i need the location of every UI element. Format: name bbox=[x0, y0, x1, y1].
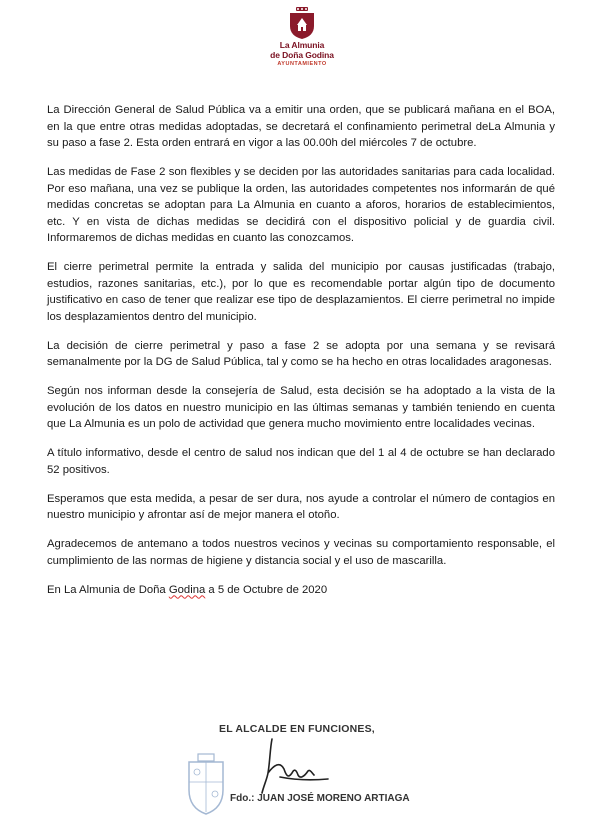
paragraph: Esperamos que esta medida, a pesar de ser dura, nos ayude a controlar el número de contagios en nuestro municipio y afrontar así de mejor manera el otoño. bbox=[47, 492, 555, 521]
dateline-start: En La Almunia de Doña bbox=[47, 583, 169, 596]
signatory-name: Fdo.: JUAN JOSÉ MORENO ARTIAGA bbox=[230, 793, 410, 804]
dateline bbox=[47, 582, 555, 599]
municipal-logo bbox=[262, 6, 342, 67]
paragraph: Las medidas de Fase 2 son flexibles y se deciden por las autoridades sanitarias para cada localidad. Por eso mañana, una vez se publique la orden, las autoridades competentes nos informarán de qué medidas concretas se adoptan para La Almunia en cuanto a aforos, horarios de establecimientos, etc. Y en vista de dichas medidas se decidirá con el dispositivo policial y de guardia civil. Informaremos de dichas medidas en cuanto las conozcamos. bbox=[47, 166, 555, 244]
dateline-end: a 5 de Octubre de 2020 bbox=[205, 583, 328, 596]
paragraph: El cierre perimetral permite la entrada y salida del municipio por causas justificadas (trabajo, estudios, razones sanitarias, etc.), por lo que es recomendable portar algún tipo de documento justificativo en caso de tener que realizar ese tipo de desplazamientos. El cierre perimetral no impide los desplazamientos dentro del municipio. bbox=[47, 261, 555, 323]
coat-of-arms-icon bbox=[287, 6, 317, 40]
logo-title-line1: La Almunia bbox=[279, 40, 325, 50]
logo-subtitle: AYUNTAMIENTO bbox=[277, 61, 327, 67]
dateline-underlined-word: Godina bbox=[168, 583, 206, 596]
paragraph: Agradecemos de antemano a todos nuestros vecinos y vecinas su comportamiento responsable, el cumplimiento de las normas de higiene y distancia social y el uso de mascarilla. bbox=[47, 538, 555, 567]
signatory-title: EL ALCALDE EN FUNCIONES, bbox=[219, 723, 375, 735]
paragraph: La decisión de cierre perimetral y paso a fase 2 se adopta por una semana y se revisará semanalmente por la DG de Salud Pública, tal y como se ha hecho en otras localidades aragonesas. bbox=[47, 339, 555, 368]
paragraph: La Dirección General de Salud Pública va a emitir una orden, que se publicará mañana en el BOA, en la que entre otras medidas adoptadas, se decretará el confinamiento perimetral deLa Almunia y su paso a fase 2. Esta orden entrará en vigor a las 00.00h del miércoles 7 de octubre. bbox=[47, 104, 555, 149]
paragraph: A título informativo, desde el centro de salud nos indican que del 1 al 4 de octubre se han declarado 52 positivos. bbox=[47, 447, 555, 476]
official-stamp-icon bbox=[183, 752, 229, 818]
logo-title-line2: de Doña Godina bbox=[270, 50, 334, 60]
handwritten-signature-icon bbox=[250, 735, 340, 797]
paragraph: Según nos informan desde la consejería de Salud, esta decisión se ha adoptado a la vista de la evolución de los datos en nuestro municipio en las últimas semanas y también teniendo en cuenta que La Almunia es un polo de actividad que genera mucho movimiento entre localidades vecinas. bbox=[47, 385, 555, 430]
document-body bbox=[47, 102, 555, 611]
